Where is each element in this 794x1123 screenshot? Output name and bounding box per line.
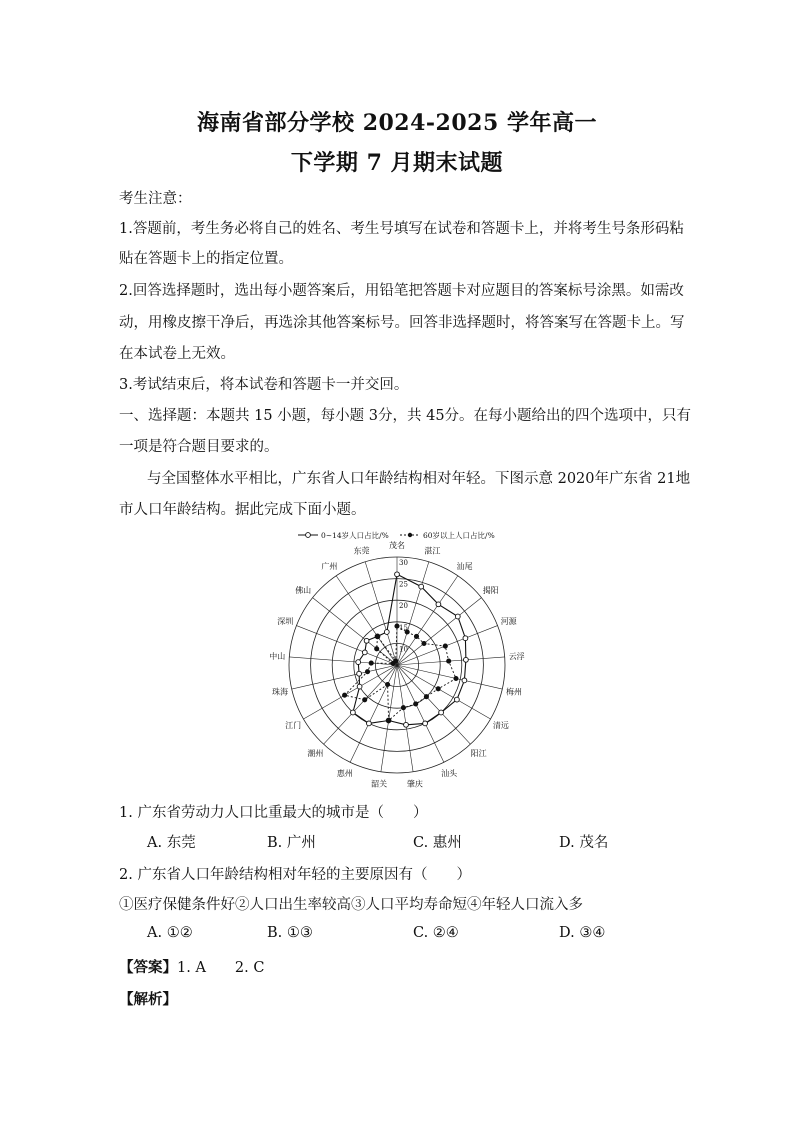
elderly-point-15 (365, 670, 369, 674)
legend-marker-elderly (408, 533, 412, 537)
category-label: 珠海 (272, 687, 288, 697)
category-label: 广州 (321, 561, 338, 571)
category-label: 阳江 (470, 749, 487, 758)
question-1-option-c[interactable]: C. 惠州 (413, 835, 462, 851)
grid-spoke (397, 665, 413, 772)
elderly-point-11 (387, 718, 391, 722)
grid-spoke (324, 665, 397, 744)
category-label: 东莞 (353, 546, 370, 556)
question-1-option-b[interactable]: B. 广州 (267, 835, 316, 851)
youth-point-3 (455, 614, 460, 619)
question-2-option-c[interactable]: C. ②④ (413, 925, 459, 941)
youth-point-7 (455, 697, 460, 702)
category-label: 中山 (269, 652, 286, 661)
question-2-stem: 2. 广东省人口年龄结构相对年轻的主要原因有（ ） (119, 867, 471, 883)
page-title-line2: 下学期 7 月期末试题 (290, 150, 504, 176)
answer-row (119, 956, 264, 977)
age-structure-radar-chart (262, 526, 532, 788)
category-label: 江门 (285, 721, 302, 730)
category-label: 湛江 (424, 546, 441, 556)
elderly-point-2 (414, 634, 418, 638)
grid-spoke (365, 562, 397, 665)
question-1-option-a[interactable]: A. 东莞 (147, 835, 196, 851)
question-2-statements: ①医疗保健条件好②人口出生率较高③人口平均寿命短④年轻人口流入多 (119, 897, 583, 913)
legend-label-youth: 0~14岁人口占比/% (321, 531, 389, 540)
youth-point-14 (357, 684, 362, 689)
youth-point-20 (384, 630, 389, 635)
question-2-option-a[interactable]: A. ①② (147, 925, 193, 941)
scale-tick-label: 25 (399, 580, 408, 589)
elderly-point-6 (454, 676, 458, 680)
elderly-point-18 (375, 647, 379, 651)
scale-tick-label: 30 (399, 559, 408, 567)
youth-point-2 (436, 602, 441, 607)
category-label: 佛山 (295, 586, 312, 596)
chart-grid (289, 557, 505, 773)
elderly-point-4 (443, 644, 447, 648)
intro-line-b: 市人口年龄结构。据此完成下面小题。 (119, 502, 366, 518)
notice-item2-a: 2.回答选择题时，选出每小题答案后，用铅笔把答题卡对应题目的答案标号涂黑。如需改 (119, 283, 684, 299)
grid-spoke (397, 665, 444, 762)
elderly-point-14 (343, 693, 347, 697)
series-line-youth (353, 574, 466, 725)
elderly-point-12 (386, 682, 390, 686)
category-label: 肇庆 (406, 779, 423, 788)
answer-value: 1. A 2. C (177, 960, 265, 976)
notice-item2-c: 在本试卷上无效。 (119, 346, 235, 362)
youth-point-12 (367, 721, 372, 726)
elderly-point-7 (436, 687, 440, 691)
youth-point-16 (356, 660, 361, 665)
youth-point-1 (419, 584, 424, 589)
elderly-point-20 (394, 659, 398, 663)
category-label: 清远 (492, 721, 509, 730)
youth-point-5 (464, 657, 469, 662)
question-1-option-d[interactable]: D. 茂名 (559, 835, 609, 851)
section-heading-a: 一、选择题：本题共 15 小题，每小题 3分，共 45分。在每小题给出的四个选项中，只有 (119, 408, 692, 424)
elderly-point-8 (424, 695, 428, 699)
intro-line-a: 与全国整体水平相比，广东省人口年龄结构相对年轻。下图示意 2020年广东省 21地 (147, 471, 691, 487)
grid-spoke (303, 665, 397, 719)
youth-point-13 (351, 710, 356, 715)
youth-point-0 (395, 572, 400, 577)
category-label: 深圳 (277, 617, 294, 627)
question-2-option-d[interactable]: D. ③④ (559, 925, 606, 941)
notice-item1-b: 贴在答题卡上的指定位置。 (119, 251, 293, 267)
elderly-point-19 (375, 634, 379, 638)
notice-item3: 3.考试结束后，将本试卷和答题卡一并交回。 (119, 377, 409, 393)
elderly-point-16 (369, 661, 373, 665)
chart-legend (298, 530, 495, 540)
youth-point-15 (357, 671, 362, 676)
grid-spoke (397, 665, 470, 744)
youth-point-18 (364, 638, 369, 643)
elderly-point-10 (401, 706, 405, 710)
notice-item1-a: 1.答题前，考生务必将自己的姓名、考生号填写在试卷和答题卡上，并将考生号条形码粘 (119, 221, 684, 237)
category-label: 云浮 (508, 652, 525, 661)
grid-spoke (397, 665, 502, 689)
section-heading-b: 一项是符合题目要求的。 (119, 439, 279, 455)
analysis-label: 【解析】 (119, 991, 177, 1008)
youth-point-4 (463, 636, 468, 641)
category-label: 河源 (500, 617, 517, 627)
legend-label-elderly: 60岁以上人口占比/% (423, 531, 495, 540)
elderly-point-5 (447, 659, 451, 663)
category-label: 茂名 (389, 541, 405, 550)
scale-tick-label: 10 (399, 645, 408, 654)
legend-marker-youth (306, 533, 311, 538)
question-1-stem: 1. 广东省劳动力人口比重最大的城市是（ ） (119, 805, 428, 821)
scale-tick-label: 20 (399, 602, 408, 611)
page-title-line1: 海南省部分学校 2024-2025 学年高一 (197, 110, 597, 136)
category-label: 汕尾 (456, 561, 473, 571)
youth-point-9 (423, 721, 428, 726)
youth-point-17 (362, 650, 367, 655)
scale-tick-label: 15 (399, 623, 408, 632)
youth-point-8 (439, 710, 444, 715)
notice-item2-b: 动，用橡皮擦干净后，再选涂其他答案标号。回答非选择题时，将答案写在答题卡上。写 (119, 315, 685, 331)
grid-spoke (292, 665, 397, 689)
elderly-point-13 (363, 698, 367, 702)
category-label: 揭阳 (482, 586, 499, 596)
category-label: 潮州 (307, 749, 324, 758)
elderly-point-3 (422, 641, 426, 645)
notice-heading: 考生注意： (119, 191, 192, 207)
category-label: 惠州 (336, 769, 353, 779)
elderly-point-9 (414, 702, 418, 706)
category-label: 汕头 (441, 769, 458, 779)
category-label: 韶关 (371, 779, 388, 788)
grid-spoke (289, 657, 397, 665)
grid-spoke (350, 665, 397, 762)
category-label: 梅州 (506, 687, 522, 697)
youth-point-10 (404, 722, 409, 727)
grid-spoke (296, 626, 397, 665)
answer-label: 【答案】 (119, 959, 177, 976)
question-2-option-b[interactable]: B. ①③ (267, 925, 313, 941)
youth-point-6 (462, 678, 467, 683)
